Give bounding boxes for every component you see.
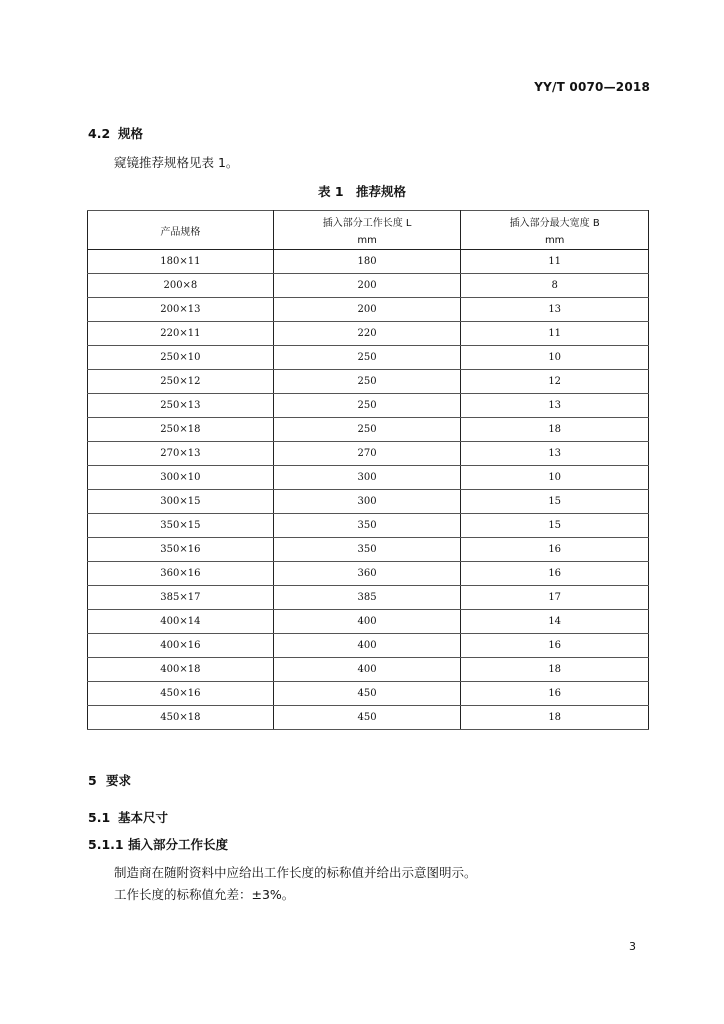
table-cell: 350×16 [88,538,274,562]
section-title: 基本尺寸 [118,810,169,825]
table-body [88,250,649,730]
table-cell: 350 [273,514,461,538]
table-row [88,418,649,442]
table-row [88,706,649,730]
table-row [88,610,649,634]
table-cell: 15 [461,490,649,514]
table-cell: 300 [273,466,461,490]
table-cell: 250×10 [88,346,274,370]
table-cell: 250 [273,394,461,418]
table-cell: 250 [273,370,461,394]
standard-code: YY/T 0070—2018 [534,80,650,94]
table-cell: 180 [273,250,461,274]
table-cell: 18 [461,658,649,682]
table-cell: 300×10 [88,466,274,490]
table-row [88,682,649,706]
table-cell: 400×18 [88,658,274,682]
table-cell: 300 [273,490,461,514]
table-row [88,514,649,538]
table-cell: 400 [273,634,461,658]
header-working-length: 插入部分工作长度 L mm [273,211,461,250]
table-cell: 250×18 [88,418,274,442]
header-product-spec: 产品规格 [88,211,274,250]
table-cell: 16 [461,634,649,658]
table-cell: 360 [273,562,461,586]
section-title: 要求 [106,773,132,788]
table-row [88,538,649,562]
table-cell: 18 [461,418,649,442]
table-cell: 200 [273,274,461,298]
table-cell: 400 [273,658,461,682]
table-row [88,346,649,370]
table-row [88,250,649,274]
table-cell: 450×16 [88,682,274,706]
table-cell: 400×14 [88,610,274,634]
table-cell: 200×13 [88,298,274,322]
table-row [88,394,649,418]
table-row [88,274,649,298]
paragraph-tolerance: 工作长度的标称值允差：±3%。 [114,887,295,902]
table-cell: 350 [273,538,461,562]
table-caption: 表 1 推荐规格 [317,184,407,199]
paragraph-table-reference: 窥镜推荐规格见表 1。 [114,155,239,170]
table-row [88,490,649,514]
table-row [88,634,649,658]
table-cell: 400 [273,610,461,634]
table-cell: 11 [461,322,649,346]
table-cell: 8 [461,274,649,298]
page-number: 3 [629,940,636,953]
table-cell: 10 [461,346,649,370]
unit-label: mm [544,235,565,246]
table-cell: 180×11 [88,250,274,274]
table-cell: 350×15 [88,514,274,538]
table-header-row [88,211,649,250]
table-cell: 15 [461,514,649,538]
table-cell: 450 [273,682,461,706]
table-cell: 385×17 [88,586,274,610]
section-heading-5-1 [88,808,168,826]
section-heading-5-1-1 [88,835,228,853]
table-cell: 450 [273,706,461,730]
section-heading-5 [88,771,131,789]
table-cell: 200 [273,298,461,322]
table-row [88,298,649,322]
table-cell: 10 [461,466,649,490]
unit-label: mm [357,235,377,246]
table-row [88,442,649,466]
table-cell: 11 [461,250,649,274]
table-cell: 400×16 [88,634,274,658]
table-cell: 14 [461,610,649,634]
section-number: 5 [88,773,97,788]
table-cell: 13 [461,298,649,322]
table-cell: 450×18 [88,706,274,730]
table-cell: 16 [461,538,649,562]
section-heading-4-2 [88,124,143,142]
section-title: 规格 [118,126,144,141]
table-cell: 17 [461,586,649,610]
section-number: 4.2 [88,126,111,141]
table-cell: 220 [273,322,461,346]
table-row [88,658,649,682]
table-cell: 200×8 [88,274,274,298]
section-number: 5.1.1 [88,837,124,852]
table-cell: 12 [461,370,649,394]
table-cell: 250×13 [88,394,274,418]
table-cell: 16 [461,562,649,586]
table-row [88,370,649,394]
table-cell: 270 [273,442,461,466]
table-cell: 385 [273,586,461,610]
table-cell: 13 [461,442,649,466]
table-cell: 220×11 [88,322,274,346]
table-row [88,586,649,610]
spec-table [87,210,649,730]
header-max-width: 插入部分最大宽度 B mm [461,211,649,250]
table-cell: 16 [461,682,649,706]
section-number: 5.1 [88,810,111,825]
section-title: 插入部分工作长度 [128,837,229,852]
table-cell: 13 [461,394,649,418]
table-cell: 300×15 [88,490,274,514]
table-cell: 270×13 [88,442,274,466]
table-cell: 250 [273,418,461,442]
table-row [88,562,649,586]
table-row [88,322,649,346]
table-cell: 250 [273,346,461,370]
paragraph-manufacturer-requirement: 制造商在随附资料中应给出工作长度的标称值并给出示意图明示。 [114,865,477,880]
table-cell: 250×12 [88,370,274,394]
table-cell: 18 [461,706,649,730]
table-row [88,466,649,490]
table-cell: 360×16 [88,562,274,586]
